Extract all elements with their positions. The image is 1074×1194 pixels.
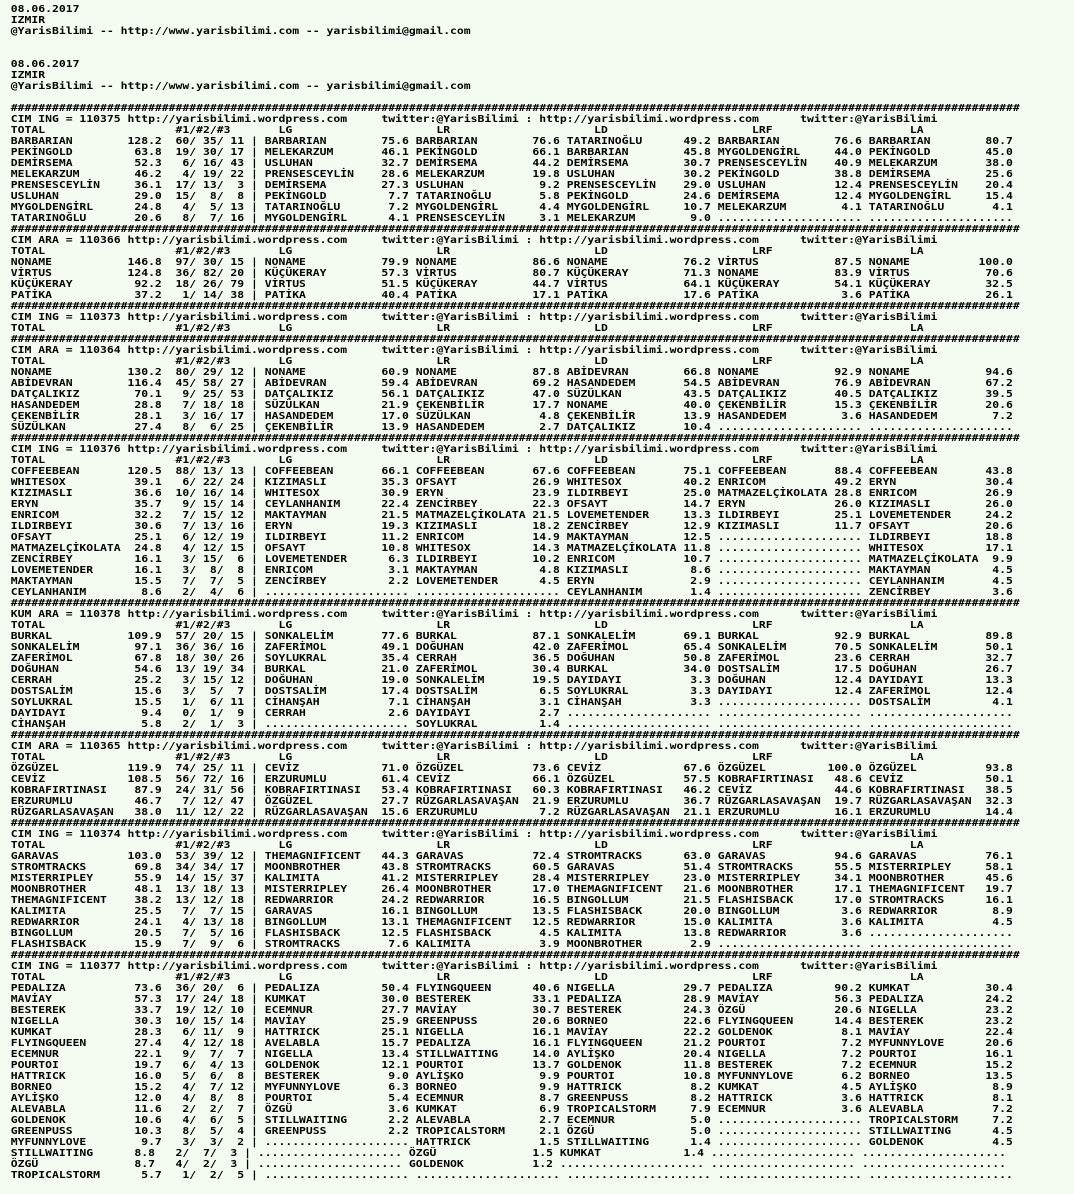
result-row: ENRICOM 32.2 7/ 15/ 12 | MAKTAYMAN 21.5 MATMAZELÇİKOLATA 21.5 LOVEMETENDER 13.3 ILDIRBEYI 25.1 LOVEMETENDER 24.2: [10, 510, 1013, 521]
result-row: BESTEREK 33.7 19/ 12/ 10 | ECEMNUR 27.7 MAVİAY 30.7 BESTEREK 24.3 ÖZGÜ 20.6 NIGELLA 23.2: [10, 1005, 1013, 1016]
column-header: TOTAL #1/#2/#3 LG LR LD LRF LA: [10, 972, 924, 983]
result-row: PEKİNGOLD 63.8 19/ 30/ 17 | MELEKARZUM 46.1 PEKİNGOLD 66.1 BARBARIAN 45.8 MYGOLDENGİRL 44.0 PEKİNGOLD 45.0: [10, 147, 1013, 158]
result-row: PEDALIZA 73.6 36/ 20/ 6 | PEDALIZA 50.4 FLYINGQUEEN 40.6 NIGELLA 29.7 PEDALIZA 90.2 KUMKAT 30.4: [10, 983, 1013, 994]
report-date: 08.06.2017: [10, 4, 80, 15]
result-row: KÜÇÜKERAY 92.2 18/ 26/ 79 | VİRTUS 51.5 KÜÇÜKERAY 44.7 VİRTUS 64.1 KÜÇÜKERAY 54.1 KÜÇÜKERAY 32.5: [10, 279, 1013, 290]
result-row: GREENPUSS 10.3 8/ 5/ 4 | GREENPUSS 2.2 TROPICALSTORM 2.1 ÖZGÜ 5.0 ..................... STILLWAITING 4.5: [10, 1126, 1013, 1137]
result-row: KIZIMASLI 36.6 10/ 16/ 14 | WHITESOX 30.9 ERYN 23.9 ILDIRBEYI 25.0 MATMAZELÇİKOLATA 28.8 ENRICOM 26.9: [10, 488, 1013, 499]
column-header: TOTAL #1/#2/#3 LG LR LD LRF LA: [10, 125, 924, 136]
result-row: REDWARRIOR 24.1 4/ 13/ 18 | BINGOLLUM 13.1 THEMAGNIFICENT 12.5 REDWARRIOR 15.0 KALIMITA 3.6 KALIMITA 4.5: [10, 917, 1013, 928]
race-header: CIM ING = 110376 http://yarisbilimi.wordpress.com twitter:@YarisBilimi : http://yarisbilimi.wordpress.com twitter:@YarisBilimi: [10, 444, 938, 455]
result-row: TROPICALSTORM 5.7 1/ 2/ 5 | ..................... ..................... ..................... ..................... .....................: [10, 1170, 1013, 1181]
result-row: POURTOI 19.7 6/ 4/ 13 | GOLDENOK 12.1 POURTOI 13.7 GOLDENOK 11.8 BESTEREK 7.2 ECEMNUR 15.2: [10, 1060, 1013, 1071]
race-header: KUM ARA = 110378 http://yarisbilimi.wordpress.com twitter:@YarisBilimi : http://yarisbilimi.wordpress.com twitter:@YarisBilimi: [10, 609, 938, 620]
result-row: GARAVAS 103.0 53/ 39/ 12 | THEMAGNIFICENT 44.3 GARAVAS 72.4 STROMTRACKS 63.0 GARAVAS 94.6 GARAVAS 76.1: [10, 851, 1013, 862]
result-row: DOĞUHAN 54.6 13/ 19/ 34 | BURKAL 21.0 ZAFERİMOL 30.4 BURKAL 34.0 DOSTSALİM 17.5 DOĞUHAN 26.7: [10, 664, 1013, 675]
result-row: ERZURUMLU 46.7 7/ 12/ 47 | ÖZGÜZEL 27.7 RÜZGARLASAVAŞAN 21.9 ERZURUMLU 36.7 RÜZGARLASAVAŞAN 19.7 RÜZGARLASAVAŞAN 32.3: [10, 796, 1013, 807]
race-header: CIM ING = 110375 http://yarisbilimi.wordpress.com twitter:@YarisBilimi : http://yarisbilimi.wordpress.com twitter:@YarisBilimi: [10, 114, 938, 125]
section-separator: ###################################################################################################################################################: [10, 598, 1020, 609]
result-row: CİHANŞAH 5.8 2/ 1/ 3 | ..................... SOYLUKRAL 1.4 ..................... ..................... .....................: [10, 719, 1013, 730]
result-row: MELEKARZUM 46.2 4/ 19/ 22 | PRENSESCEYLİN 28.6 MELEKARZUM 19.8 USLUHAN 30.2 PEKİNGOLD 38.8 DEMİRSEMA 25.6: [10, 169, 1013, 180]
result-row: BARBARIAN 128.2 60/ 35/ 11 | BARBARIAN 75.6 BARBARIAN 76.6 TATARINOĞLU 49.2 BARBARIAN 76.6 BARBARIAN 80.7: [10, 136, 1013, 147]
result-row: CERRAH 25.2 3/ 15/ 12 | DOĞUHAN 19.0 SONKALELİM 19.5 DAYIDAYI 3.3 DOĞUHAN 12.4 DAYIDAYI 13.3: [10, 675, 1013, 686]
result-row: MYGOLDENGİRL 24.8 4/ 5/ 13 | TATARINOĞLU 7.2 MYGOLDENGİRL 4.4 MYGOLDENGİRL 10.7 MELEKARZUM 4.1 TATARINOĞLU 4.1: [10, 202, 1013, 213]
result-row: ZENCİRBEY 16.1 3/ 15/ 6 | LOVEMETENDER 6.3 ILDIRBEYI 10.2 ENRICOM 10.7 ..................... MATMAZELÇİKOLATA 9.9: [10, 554, 1013, 565]
report-contact: @YarisBilimi -- http://www.yarisbilimi.com -- yarisbilimi@gmail.com: [10, 81, 471, 92]
race-header: CIM ING = 110373 http://yarisbilimi.wordpress.com twitter:@YarisBilimi : http://yarisbilimi.wordpress.com twitter:@YarisBilimi: [10, 312, 938, 323]
result-row: WHITESOX 39.1 6/ 22/ 24 | KIZIMASLI 35.3 OFSAYT 26.9 WHITESOX 40.2 ENRICOM 49.2 ERYN 30.4: [10, 477, 1013, 488]
result-row: SÜZÜLKAN 27.4 8/ 6/ 25 | ÇEKENBİLİR 13.9 HASANDEDEM 2.7 DATÇALIKIZ 10.4 ..................... .....................: [10, 422, 1013, 433]
result-row: GOLDENOK 10.6 4/ 6/ 5 | STILLWAITING 2.2 ALEVABLA 2.7 ECEMNUR 5.0 ..................... TROPICALSTORM 7.2: [10, 1115, 1013, 1126]
result-row: AYLİŞKO 12.0 4/ 8/ 8 | POURTOI 5.4 ECEMNUR 8.7 GREENPUSS 8.2 HATTRICK 3.6 HATTRICK 8.1: [10, 1093, 1013, 1104]
result-row: HATTRICK 16.0 5/ 6/ 8 | BESTEREK 9.0 AYLİŞKO 9.9 POURTOI 10.8 MYFUNNYLOVE 6.2 BORNEO 13.5: [10, 1071, 1013, 1082]
column-header: TOTAL #1/#2/#3 LG LR LD LRF LA: [10, 620, 924, 631]
section-separator: ###################################################################################################################################################: [10, 301, 1020, 312]
result-row: BORNEO 15.2 4/ 7/ 12 | MYFUNNYLOVE 6.3 BORNEO 9.9 HATTRICK 8.2 KUMKAT 4.5 AYLİŞKO 8.9: [10, 1082, 1013, 1093]
result-row: COFFEEBEAN 120.5 88/ 13/ 13 | COFFEEBEAN 66.1 COFFEEBEAN 67.6 COFFEEBEAN 75.1 COFFEEBEAN 88.4 COFFEEBEAN 43.8: [10, 466, 1013, 477]
section-separator: ###################################################################################################################################################: [10, 224, 1020, 235]
column-header: TOTAL #1/#2/#3 LG LR LD LRF LA: [10, 455, 924, 466]
result-row: ILDIRBEYI 30.6 7/ 13/ 16 | ERYN 19.3 KIZIMASLI 18.2 ZENCİRBEY 12.9 KIZIMASLI 11.7 OFSAYT 20.6: [10, 521, 1013, 532]
column-header: TOTAL #1/#2/#3 LG LR LD LRF LA: [10, 323, 924, 334]
report-city: IZMIR: [10, 15, 46, 26]
result-row: KUMKAT 28.3 6/ 11/ 9 | HATTRICK 25.1 NIGELLA 16.1 MAVİAY 22.2 GOLDENOK 8.1 MAVİAY 22.4: [10, 1027, 1013, 1038]
section-separator: ###################################################################################################################################################: [10, 433, 1020, 444]
result-row: RÜZGARLASAVAŞAN 38.0 11/ 12/ 22 | RÜZGARLASAVAŞAN 15.6 ERZURUMLU 7.2 RÜZGARLASAVAŞAN 21.1 ERZURUMLU 16.1 ERZURUMLU 14.4: [10, 807, 1013, 818]
result-row: MAVİAY 57.3 17/ 24/ 18 | KUMKAT 30.0 BESTEREK 33.1 PEDALIZA 28.9 MAVİAY 56.3 PEDALIZA 24.2: [10, 994, 1013, 1005]
result-row: DEMİRSEMA 52.3 6/ 16/ 43 | USLUHAN 32.7 DEMİRSEMA 44.2 DEMİRSEMA 30.7 PRENSESCEYLİN 40.9 MELEKARZUM 38.0: [10, 158, 1013, 169]
result-row: FLYINGQUEEN 27.4 4/ 12/ 18 | AVELABLA 15.7 PEDALIZA 16.1 FLYINGQUEEN 21.2 POURTOI 7.2 MYFUNNYLOVE 20.6: [10, 1038, 1013, 1049]
race-header: CIM ING = 110377 http://yarisbilimi.wordpress.com twitter:@YarisBilimi : http://yarisbilimi.wordpress.com twitter:@YarisBilimi: [10, 961, 938, 972]
column-header: TOTAL #1/#2/#3 LG LR LD LRF LA: [10, 356, 924, 367]
race-header: CIM ING = 110374 http://yarisbilimi.wordpress.com twitter:@YarisBilimi : http://yarisbilimi.wordpress.com twitter:@YarisBilimi: [10, 829, 938, 840]
result-row: KALIMITA 25.5 7/ 7/ 15 | GARAVAS 16.1 BINGOLLUM 13.5 FLASHISBACK 20.0 BINGOLLUM 3.6 REDWARRIOR 8.9: [10, 906, 1013, 917]
result-row: ÇEKENBİLİR 28.1 3/ 16/ 17 | HASANDEDEM 17.0 SÜZÜLKAN 4.8 ÇEKENBİLİR 13.9 HASANDEDEM 3.6 HASANDEDEM 7.2: [10, 411, 1013, 422]
column-header: TOTAL #1/#2/#3 LG LR LD LRF LA: [10, 840, 924, 851]
blank-line: [11, 37, 1074, 48]
result-row: MISTERRIPLEY 55.9 14/ 15/ 37 | KALIMITA 41.2 MISTERRIPLEY 28.4 MISTERRIPLEY 23.0 MISTERRIPLEY 34.1 MOONBROTHER 45.6: [10, 873, 1013, 884]
result-row: ÖZGÜZEL 119.9 74/ 25/ 11 | CEVİZ 71.0 ÖZGÜZEL 73.6 CEVİZ 67.6 ÖZGÜZEL 100.0 ÖZGÜZEL 93.8: [10, 763, 1013, 774]
race-header: CIM ARA = 110364 http://yarisbilimi.wordpress.com twitter:@YarisBilimi : http://yarisbilimi.wordpress.com twitter:@YarisBilimi: [10, 345, 938, 356]
result-row: VİRTUS 124.8 36/ 82/ 20 | KÜÇÜKERAY 57.3 VİRTUS 80.7 KÜÇÜKERAY 71.3 NONAME 83.9 VİRTUS 70.6: [10, 268, 1013, 279]
result-row: NIGELLA 30.3 10/ 15/ 14 | MAVİAY 25.9 GREENPUSS 20.6 BORNEO 22.6 FLYINGQUEEN 14.4 BESTEREK 23.2: [10, 1016, 1013, 1027]
result-row: NONAME 130.2 80/ 29/ 12 | NONAME 60.9 NONAME 87.8 ABİDEVRAN 66.8 NONAME 92.9 NONAME 94.6: [10, 367, 1013, 378]
section-separator: ###################################################################################################################################################: [10, 103, 1020, 114]
result-row: KOBRAFIRTINASI 87.9 24/ 31/ 56 | KOBRAFIRTINASI 53.4 KOBRAFIRTINASI 60.3 KOBRAFIRTINASI 46.2 CEVİZ 44.6 KOBRAFIRTINASI 38.5: [10, 785, 1013, 796]
result-row: LOVEMETENDER 16.1 3/ 8/ 8 | ENRICOM 3.1 MAKTAYMAN 4.8 KIZIMASLI 8.6 ..................... MAKTAYMAN 4.5: [10, 565, 1013, 576]
section-separator: ###################################################################################################################################################: [10, 334, 1020, 345]
result-row: SOYLUKRAL 15.5 1/ 6/ 11 | CİHANŞAH 7.1 CİHANŞAH 3.1 CİHANŞAH 3.3 ..................... DOSTSALİM 4.1: [10, 697, 1013, 708]
report-date: 08.06.2017: [10, 59, 80, 70]
race-header: CIM ARA = 110365 http://yarisbilimi.wordpress.com twitter:@YarisBilimi : http://yarisbilimi.wordpress.com twitter:@YarisBilimi: [10, 741, 938, 752]
result-row: OFSAYT 25.1 6/ 12/ 19 | ILDIRBEYI 11.2 ENRICOM 14.9 MAKTAYMAN 12.5 ..................... ILDIRBEYI 18.8: [10, 532, 1013, 543]
report-city: IZMIR: [10, 70, 46, 81]
result-row: ÖZGÜ 8.7 4/ 2/ 3 | ..................... GOLDENOK 1.2 ..................... ..................... .....................: [10, 1159, 1006, 1170]
result-row: CEYLANHANIM 8.6 2/ 4/ 6 | ..................... ..................... CEYLANHANIM 1.4 ..................... ZENCİRBEY 3.6: [10, 587, 1013, 598]
result-row: MYFUNNYLOVE 9.7 3/ 3/ 2 | ..................... HATTRICK 1.5 STILLWAITING 1.4 ..................... GOLDENOK 4.5: [10, 1137, 1013, 1148]
section-separator: ###################################################################################################################################################: [10, 730, 1020, 741]
result-row: MAKTAYMAN 15.5 7/ 7/ 5 | ZENCİRBEY 2.2 LOVEMETENDER 4.5 ERYN 2.9 ..................... CEYLANHANIM 4.5: [10, 576, 1013, 587]
column-header: TOTAL #1/#2/#3 LG LR LD LRF LA: [10, 752, 924, 763]
results-list: [11, 114, 1074, 1181]
result-row: THEMAGNIFICENT 38.2 13/ 12/ 18 | REDWARRIOR 24.2 REDWARRIOR 16.5 BINGOLLUM 21.5 FLASHISBACK 17.0 STROMTRACKS 16.1: [10, 895, 1013, 906]
column-header: TOTAL #1/#2/#3 LG LR LD LRF LA: [10, 246, 924, 257]
race-header: CIM ARA = 110366 http://yarisbilimi.wordpress.com twitter:@YarisBilimi : http://yarisbilimi.wordpress.com twitter:@YarisBilimi: [10, 235, 938, 246]
result-row: PATİKA 37.2 1/ 14/ 38 | PATİKA 40.4 PATİKA 17.1 PATİKA 17.6 PATİKA 3.6 PATİKA 26.1: [10, 290, 1013, 301]
result-row: BINGOLLUM 20.5 7/ 5/ 16 | FLASHISBACK 12.5 FLASHISBACK 4.5 KALIMITA 13.8 REDWARRIOR 3.6 .....................: [10, 928, 1013, 939]
result-row: ALEVABLA 11.6 2/ 2/ 7 | ÖZGÜ 3.6 KUMKAT 6.9 TROPICALSTORM 7.9 ECEMNUR 3.6 ALEVABLA 7.2: [10, 1104, 1013, 1115]
result-row: DOSTSALİM 15.6 3/ 5/ 7 | DOSTSALİM 17.4 DOSTSALİM 6.5 SOYLUKRAL 3.3 DAYIDAYI 12.4 ZAFERİMOL 12.4: [10, 686, 1013, 697]
result-row: BURKAL 109.9 57/ 20/ 15 | SONKALELİM 77.6 BURKAL 87.1 SONKALELİM 69.1 BURKAL 92.9 BURKAL 89.8: [10, 631, 1013, 642]
section-separator: ###################################################################################################################################################: [10, 818, 1020, 829]
result-row: STILLWAITING 8.8 2/ 7/ 3 | ..................... ÖZGÜ 1.5 KUMKAT 1.4 ..................... .....................: [10, 1148, 1006, 1159]
result-row: HASANDEDEM 28.8 7/ 18/ 18 | SÜZÜLKAN 21.9 ÇEKENBİLİR 17.7 NONAME 40.0 ÇEKENBİLİR 15.3 ÇEKENBİLİR 20.6: [10, 400, 1013, 411]
result-row: DAYIDAYI 9.4 0/ 1/ 9 | CERRAH 2.6 DAYIDAYI 2.7 ..................... ..................... .....................: [10, 708, 1013, 719]
result-row: STROMTRACKS 69.8 34/ 34/ 17 | MOONBROTHER 43.8 STROMTRACKS 60.5 GARAVAS 51.4 STROMTRACKS 55.5 MISTERRIPLEY 58.1: [10, 862, 1013, 873]
result-row: PRENSESCEYLİN 36.1 17/ 13/ 3 | DEMİRSEMA 27.3 USLUHAN 9.2 PRENSESCEYLİN 29.0 USLUHAN 12.4 PRENSESCEYLİN 20.4: [10, 180, 1013, 191]
result-row: MATMAZELÇİKOLATA 24.8 4/ 12/ 15 | OFSAYT 10.8 WHITESOX 14.3 MATMAZELÇİKOLATA 11.8 ..................... WHITESOX 17.1: [10, 543, 1013, 554]
blank-line: [11, 92, 1074, 103]
result-row: SONKALELİM 97.1 36/ 36/ 16 | ZAFERİMOL 49.1 DOĞUHAN 42.0 ZAFERİMOL 65.4 SONKALELİM 70.5 SONKALELİM 50.1: [10, 642, 1013, 653]
blank-line: [11, 48, 1074, 59]
result-row: ECEMNUR 22.1 9/ 7/ 7 | NIGELLA 13.4 STILLWAITING 14.0 AYLİŞKO 20.4 NIGELLA 7.2 POURTOI 16.1: [10, 1049, 1013, 1060]
result-row: CEVİZ 108.5 56/ 72/ 16 | ERZURUMLU 61.4 CEVİZ 66.1 ÖZGÜZEL 57.5 KOBRAFIRTINASI 48.6 CEVİZ 50.1: [10, 774, 1013, 785]
result-row: DATÇALIKIZ 70.1 9/ 25/ 53 | DATÇALIKIZ 56.1 DATÇALIKIZ 47.0 SÜZÜLKAN 43.5 DATÇALIKIZ 40.5 DATÇALIKIZ 39.5: [10, 389, 1013, 400]
result-row: TATARINOĞLU 20.6 8/ 7/ 16 | MYGOLDENGİRL 4.1 PRENSESCEYLİN 3.1 MELEKARZUM 9.0 ..................... .....................: [10, 213, 1013, 224]
result-row: MOONBROTHER 48.1 13/ 18/ 13 | MISTERRIPLEY 26.4 MOONBROTHER 17.0 THEMAGNIFICENT 21.6 MOONBROTHER 17.1 THEMAGNIFICENT 19.7: [10, 884, 1013, 895]
result-row: NONAME 146.8 97/ 30/ 15 | NONAME 79.9 NONAME 86.6 NONAME 76.2 VİRTUS 87.5 NONAME 100.0: [10, 257, 1013, 268]
result-row: FLASHISBACK 15.9 7/ 9/ 6 | STROMTRACKS 7.6 KALIMITA 3.9 MOONBROTHER 2.9 ..................... .....................: [10, 939, 1013, 950]
section-separator: ###################################################################################################################################################: [10, 950, 1020, 961]
result-row: ABİDEVRAN 116.4 45/ 58/ 27 | ABİDEVRAN 59.4 ABİDEVRAN 69.2 HASANDEDEM 54.5 ABİDEVRAN 76.9 ABİDEVRAN 67.2: [10, 378, 1013, 389]
result-row: ZAFERİMOL 67.8 18/ 30/ 26 | SOYLUKRAL 35.4 CERRAH 36.5 DOĞUHAN 50.8 ZAFERİMOL 23.6 CERRAH 32.7: [10, 653, 1013, 664]
result-row: USLUHAN 29.0 15/ 8/ 8 | PEKİNGOLD 7.7 TATARINOĞLU 5.8 PEKİNGOLD 24.6 DEMİRSEMA 12.4 MYGOLDENGİRL 15.4: [10, 191, 1013, 202]
report-contact: @YarisBilimi -- http://www.yarisbilimi.com -- yarisbilimi@gmail.com: [10, 26, 471, 37]
result-row: ERYN 35.7 9/ 15/ 14 | CEYLANHANIM 22.4 ZENCİRBEY 22.3 OFSAYT 14.7 ERYN 26.0 KIZIMASLI 26.0: [10, 499, 1013, 510]
